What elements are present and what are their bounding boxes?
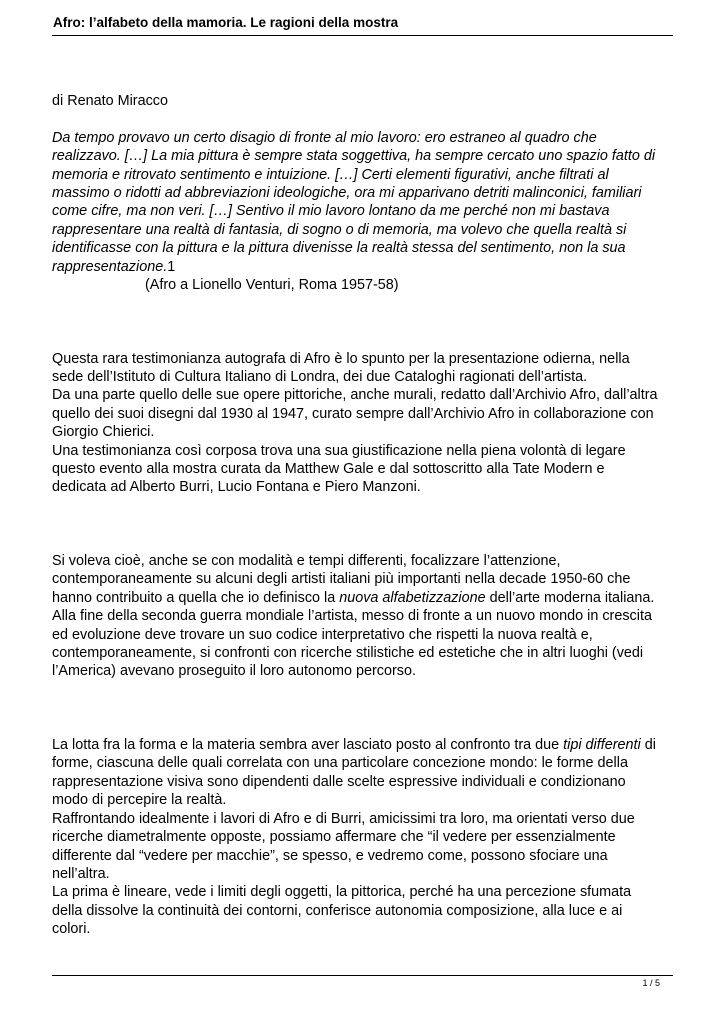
paragraph-line bbox=[52, 736, 676, 754]
paragraph-line: Si voleva cioè, anche se con modalità e tempi differenti, focalizzare l’attenzione, bbox=[52, 553, 561, 570]
paragraph-line: quello dei suoi disegni dal 1930 al 1947, curato sempre dall’Archivio Afro in collaborazione con bbox=[52, 405, 654, 422]
author-line: di Renato Miracco bbox=[52, 93, 168, 109]
paragraph-line: nell’altra. bbox=[52, 865, 110, 882]
paragraph-line: Giorgio Chierici. bbox=[52, 424, 155, 441]
paragraph-line: colori. bbox=[52, 921, 91, 938]
paragraph-line: Alla fine della seconda guerra mondiale l’artista, messo di fronte a un nuovo mondo in crescita bbox=[52, 608, 652, 625]
paragraph-line: Raffrontando idealmente i lavori di Afro e di Burri, amicissimi tra loro, ma orientati verso due bbox=[52, 810, 635, 827]
spacer bbox=[52, 681, 676, 699]
paragraph-line bbox=[52, 589, 676, 607]
paragraph-1 bbox=[52, 350, 676, 497]
paragraph-line: ricerche diametralmente opposte, possiamo affermare che “il vedere per essenzialmente bbox=[52, 829, 616, 846]
paragraph-line: differente dal “vedere per macchie”, se spesso, e vedremo come, possono sfociare una bbox=[52, 847, 608, 864]
emphasis-tipi-differenti: tipi differenti bbox=[563, 737, 641, 754]
text-run: hanno contribuito a quella che io definisco la bbox=[52, 589, 340, 606]
quote-line: identificasse con la pittura e la pittura divenisse la realtà stessa del sentimento, non la sua bbox=[52, 240, 626, 257]
paragraph-line: rappresentazione visiva sono dipendenti dalle scelte espressive individuali e condizionano bbox=[52, 773, 626, 790]
quote-last-line bbox=[52, 258, 676, 276]
quote-line: come cifre, ma non veri. […] Sentivo il mio lavoro lontano da me perché non mi bastava bbox=[52, 203, 610, 220]
quote-line: realizzavo. […] La mia pittura è sempre stata soggettiva, ha sempre cercato uno spazio fatto di bbox=[52, 148, 656, 165]
quote-line: Da tempo provavo un certo disagio di fronte al mio lavoro: ero estraneo al quadro che bbox=[52, 129, 597, 146]
text-run: dell’arte moderna italiana. bbox=[485, 589, 655, 606]
text-run: di bbox=[640, 737, 656, 754]
paragraph-3 bbox=[52, 736, 676, 938]
emphasis-nuova-alfabetizzazione: nuova alfabetizzazione bbox=[339, 589, 486, 606]
footer-divider bbox=[52, 975, 673, 976]
spacer bbox=[52, 699, 676, 717]
spacer bbox=[52, 294, 676, 312]
article-body bbox=[52, 92, 676, 939]
text-run: La lotta fra la forma e la materia sembra aver lasciato posto al confronto tra due bbox=[52, 737, 564, 754]
spacer bbox=[52, 110, 676, 128]
paragraph-line: sede dell’Istituto di Cultura Italiano di Londra, dei due Cataloghi ragionati dell’artista. bbox=[52, 369, 588, 386]
paragraph-line: Da una parte quello delle sue opere pittoriche, anche murali, redatto dall’Archivio Afro, dall’altra bbox=[52, 387, 658, 404]
paragraph-line: modo di percepire la realtà. bbox=[52, 792, 227, 809]
quote-attribution: (Afro a Lionello Venturi, Roma 1957-58) bbox=[145, 277, 399, 294]
quote-line: massimo o ridotti ad abbreviazioni ideologiche, ora mi apparivano detriti malinconici, familiari bbox=[52, 185, 642, 202]
spacer bbox=[52, 534, 676, 552]
paragraph-line: ed evoluzione deve trovare un suo codice interpretativo che rispetti la nuova realtà e, bbox=[52, 626, 593, 643]
paragraph-line: Questa rara testimonianza autografa di Afro è lo spunto per la presentazione odierna, nella bbox=[52, 350, 630, 367]
paragraph-line: Una testimonianza così corposa trova una sua giustificazione nella piena volontà di legare bbox=[52, 442, 626, 459]
spacer bbox=[52, 313, 676, 331]
opening-quote bbox=[52, 129, 676, 295]
paragraph-line: La prima è lineare, vede i limiti degli oggetti, la pittorica, perché ha una percezione sfumata bbox=[52, 884, 632, 901]
paragraph-line: contemporaneamente su alcuni degli artisti italiani più importanti nella decade 1950-60 che bbox=[52, 571, 631, 588]
paragraph-line: dedicata ad Alberto Burri, Lucio Fontana e Piero Manzoni. bbox=[52, 479, 421, 496]
quote-line: rappresentare una realtà di fantasia, di sogno o di memoria, ma volevo che quella realtà si bbox=[52, 221, 627, 238]
paragraph-line: forme, ciascuna delle quali correlata con una particolare concezione mondo: le forme della bbox=[52, 755, 628, 772]
paragraph-2 bbox=[52, 552, 676, 681]
page-header-title: Afro: l’alfabeto della mamoria. Le ragioni della mostra bbox=[53, 15, 399, 30]
paragraph-line: della dissolve la continuità dei contorni, conferisce autonomia composizione, alla luce e ai bbox=[52, 902, 623, 919]
footnote-reference: 1 bbox=[167, 258, 176, 275]
spacer bbox=[52, 331, 676, 349]
header-divider bbox=[52, 35, 673, 36]
spacer bbox=[52, 515, 676, 533]
page-number: 1 / 5 bbox=[642, 978, 660, 988]
spacer bbox=[52, 718, 676, 736]
paragraph-line: l’America) avevano proseguito il loro autonomo percorso. bbox=[52, 663, 416, 680]
quote-line: memoria e ritrovato sentimento e intuizione. […] Certi elementi figurativi, anche filtrati al bbox=[52, 166, 609, 183]
paragraph-line: questo evento alla mostra curata da Matthew Gale e dal sottoscritto alla Tate Modern e bbox=[52, 461, 605, 478]
spacer bbox=[52, 497, 676, 515]
quote-line: rappresentazione. bbox=[52, 258, 168, 275]
paragraph-line: contemporaneamente, si confronti con ricerche stilistiche ed estetiche che in altri luoghi (vedi bbox=[52, 645, 644, 662]
